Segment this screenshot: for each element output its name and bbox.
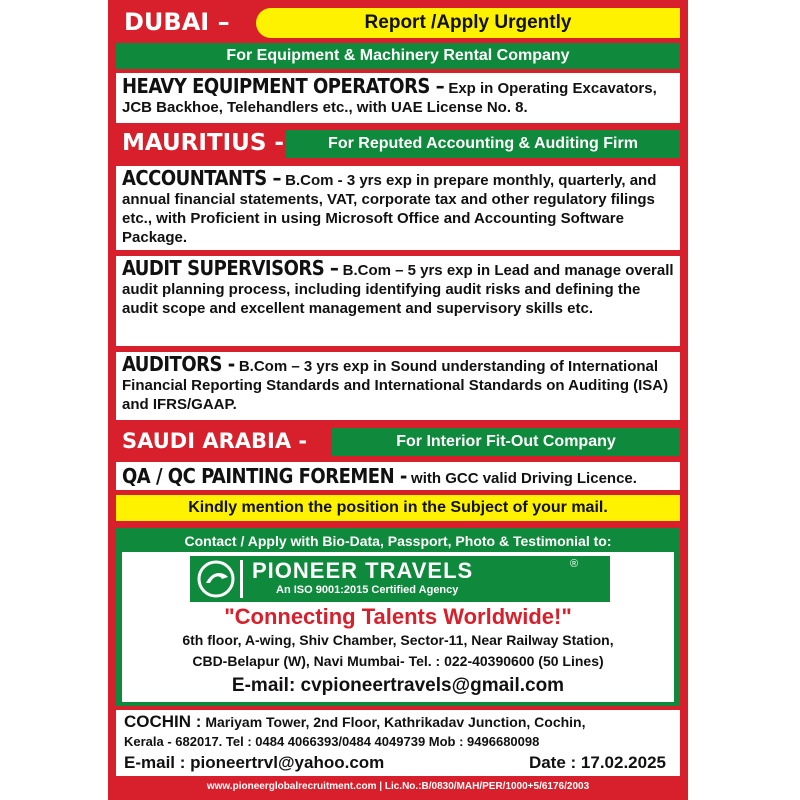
date: Date : 17.02.2025	[528, 753, 666, 772]
accountants-job	[116, 166, 680, 250]
saudi-header	[116, 426, 680, 458]
job-title: ACCOUNTANTS –	[122, 166, 281, 190]
dubai-header	[116, 6, 680, 38]
urgent-banner	[256, 8, 680, 38]
job-title: QA / QC PAINTING FOREMEN -	[122, 464, 407, 488]
brand-name: PIONEER TRAVELS	[252, 558, 474, 583]
dubai-label: DUBAI –	[124, 8, 230, 36]
saudi-label: SAUDI ARABIA -	[122, 429, 308, 453]
job-text: with GCC valid Driving Licence.	[411, 470, 637, 487]
urgent-text: Report /Apply Urgently	[364, 12, 572, 33]
job-text: B.Com – 5 yrs exp in Lead and manage overall audit planning process, including identifying audit risks and defining the audit scope and excellent management and supervisory skills etc.	[122, 262, 674, 317]
mauritius-company: For Reputed Accounting & Auditing Firm	[286, 130, 680, 158]
cochin-label: COCHIN :	[124, 712, 202, 731]
dubai-company: For Equipment & Machinery Rental Company	[116, 43, 680, 69]
contact-heading: Contact / Apply with Bio-Data, Passport, Photo & Testimonial to:	[184, 533, 612, 549]
contact-card	[122, 552, 674, 702]
pioneer-logo-icon	[196, 559, 236, 599]
job-text: Exp in Operating Excavators, JCB Backhoe, Telehandlers etc., with UAE License No. 8.	[122, 80, 657, 116]
job-title: HEAVY EQUIPMENT OPERATORS –	[122, 74, 445, 98]
auditors-job	[116, 352, 680, 420]
tagline: "Connecting Talents Worldwide!"	[224, 604, 572, 629]
contact-email[interactable]: E-mail: cvpioneertravels@gmail.com	[231, 675, 565, 696]
saudi-company: For Interior Fit-Out Company	[332, 428, 680, 456]
cochin-address: Mariyam Tower, 2nd Floor, Kathrikadav Junction, Cochin,	[205, 714, 586, 730]
dubai-job	[116, 73, 680, 123]
notice-banner: Kindly mention the position in the Subject of your mail.	[116, 495, 680, 521]
cochin-email[interactable]: E-mail : pioneertrvl@yahoo.com	[124, 753, 385, 772]
job-title: AUDITORS -	[122, 352, 235, 376]
address-line-2: CBD-Belapur (W), Navi Mumbai- Tel. : 022-40390600 (50 Lines)	[192, 653, 604, 669]
audit-supervisors-job	[116, 256, 680, 346]
address-line-1: 6th floor, A-wing, Shiv Chamber, Sector-11, Near Railway Station,	[182, 632, 614, 648]
mauritius-label: MAURITIUS -	[122, 130, 284, 156]
cochin-block	[116, 710, 680, 776]
contact-block	[116, 528, 680, 706]
saudi-job	[116, 462, 680, 490]
brand-banner	[190, 556, 610, 602]
job-text: B.Com - 3 yrs exp in prepare monthly, quarterly, and annual financial statements, VAT, corporate tax and other regulatory filings etc., with Proficient in using Microsoft Office and Accounting Software Package.	[122, 172, 657, 246]
footer: www.pioneerglobalrecruitment.com | Lic.No.:B/0830/MAH/PER/1000+5/6176/2003	[206, 781, 590, 792]
job-title: AUDIT SUPERVISORS –	[122, 256, 339, 280]
certified-text: An ISO 9001:2015 Certified Agency	[276, 584, 459, 596]
cochin-contact: Kerala - 682017. Tel : 0484 4066393/0484 4049739 Mob : 9496680098	[124, 734, 540, 749]
registered-mark: ®	[570, 558, 579, 570]
job-text: B.Com – 3 yrs exp in Sound understanding of International Financial Reporting Standards and International Standards on Auditing (ISA) and IFRS/GAAP.	[122, 358, 669, 413]
mauritius-header	[116, 128, 680, 160]
brand-divider	[240, 560, 243, 598]
